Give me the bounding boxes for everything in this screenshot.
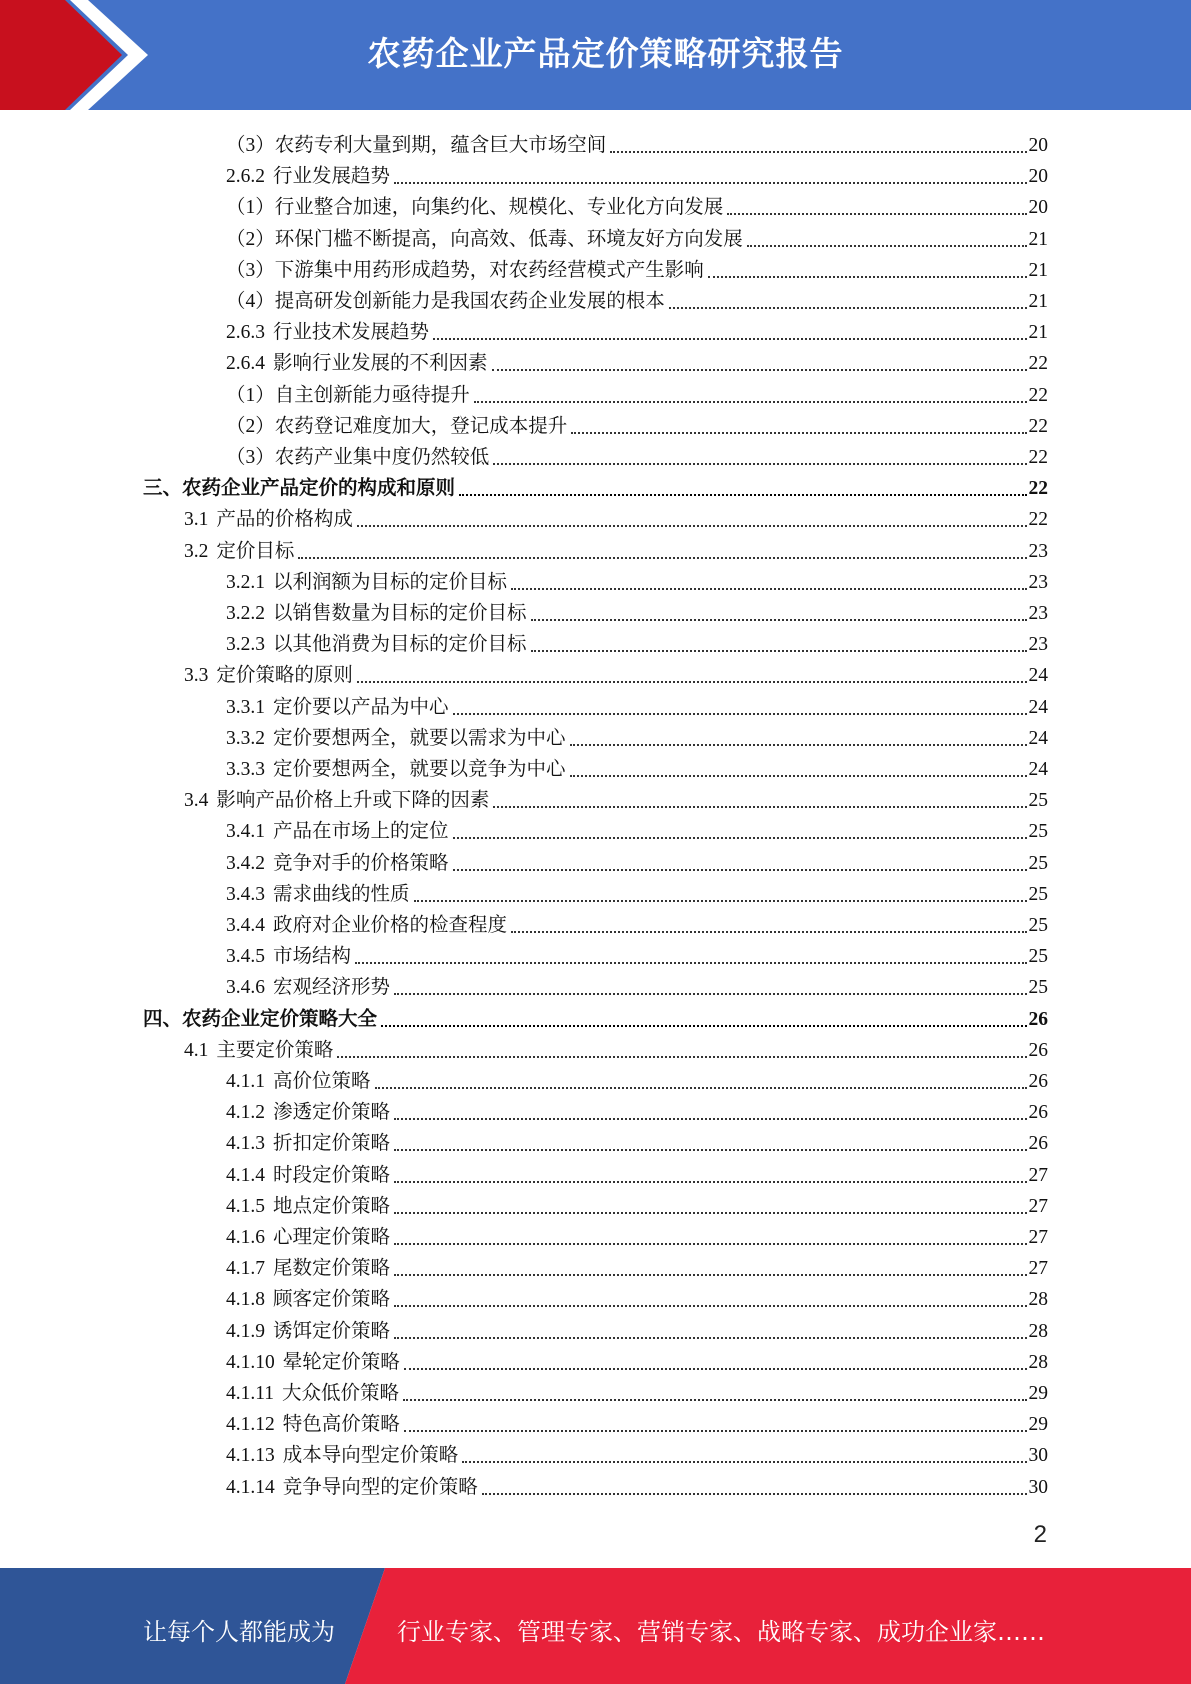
- toc-entry-number: 3.3.1: [226, 696, 265, 718]
- toc-entry[interactable]: [226, 1063, 1048, 1094]
- toc-entry-number: 4.1.14: [226, 1476, 275, 1498]
- toc-entry-title: 定价要以产品为中心: [273, 696, 449, 718]
- toc-entry[interactable]: [226, 1219, 1048, 1250]
- toc-entry-page: 22: [1028, 478, 1048, 500]
- toc-entry-number: 2.6.2: [226, 166, 265, 188]
- toc-entry-title: 提高研发创新能力是我国农药企业发展的根本: [274, 291, 665, 312]
- toc-entry-page: 28: [1028, 1351, 1048, 1373]
- toc-leader-dots: [610, 150, 1026, 153]
- toc-entry-page: 20: [1028, 197, 1048, 219]
- toc-entry-page: 23: [1028, 603, 1048, 624]
- toc-entry-number: 3.4.1: [226, 821, 265, 843]
- toc-leader-dots: [727, 212, 1026, 215]
- toc-entry[interactable]: [226, 751, 1048, 782]
- toc-entry-title: 成本导向型定价策略: [282, 1445, 459, 1467]
- toc-entry[interactable]: [226, 314, 1048, 345]
- toc-entry-number: 3.1: [184, 509, 209, 531]
- toc-entry-page: 21: [1028, 291, 1048, 312]
- toc-entry[interactable]: [184, 501, 1048, 532]
- toc-entry-number: 3.3.3: [226, 759, 265, 780]
- toc-entry-page: 28: [1028, 1289, 1048, 1311]
- toc-entry-page: 25: [1028, 946, 1048, 968]
- toc-entry-title: 下游集中用药形成趋势，对农药经营模式产生影响: [274, 259, 704, 281]
- header-banner: [0, 0, 1191, 110]
- toc-entry-page: 21: [1028, 228, 1048, 250]
- toc-leader-dots: [453, 836, 1027, 839]
- toc-entry-title: 主要定价策略: [216, 1039, 334, 1061]
- toc-entry-page: 30: [1028, 1445, 1048, 1467]
- toc-entry-title: 产品的价格构成: [216, 509, 353, 531]
- toc-entry-title: 市场结构: [273, 946, 352, 968]
- toc-leader-dots: [403, 1398, 1026, 1401]
- toc-entry-title: 宏观经济形势: [273, 977, 391, 999]
- toc-entry-title: 以其他消费为目标的定价目标: [273, 634, 527, 656]
- toc-entry-title: 特色高价策略: [282, 1414, 400, 1436]
- toc-entry-page: 22: [1028, 384, 1048, 406]
- toc-entry[interactable]: [226, 252, 1048, 283]
- toc-entry-number: （4）: [226, 291, 275, 312]
- toc-entry[interactable]: [226, 1344, 1048, 1375]
- toc-leader-dots: [394, 1117, 1026, 1120]
- toc-leader-dots: [669, 306, 1027, 309]
- toc-entry[interactable]: [226, 1094, 1048, 1125]
- toc-entry[interactable]: [226, 1437, 1048, 1468]
- toc-entry-title: 影响产品价格上升或下降的因素: [216, 790, 490, 812]
- toc-entry-title: 心理定价策略: [273, 1227, 391, 1248]
- toc-entry-page: 24: [1028, 759, 1048, 780]
- toc-entry[interactable]: [226, 1281, 1048, 1312]
- toc-leader-dots: [394, 1273, 1026, 1276]
- toc-entry-page: 27: [1028, 1195, 1048, 1217]
- toc-entry-page: 26: [1028, 1133, 1048, 1155]
- toc-entry-page: 25: [1028, 915, 1048, 936]
- toc-entry-number: 4.1.11: [226, 1383, 275, 1404]
- toc-entry-title: 产品在市场上的定位: [273, 821, 449, 843]
- toc-entry[interactable]: [226, 1313, 1048, 1344]
- toc-leader-dots: [298, 556, 1026, 559]
- toc-leader-dots: [462, 1460, 1026, 1463]
- toc-entry-page: 30: [1028, 1476, 1048, 1498]
- toc-entry[interactable]: [226, 1125, 1048, 1156]
- toc-entry-page: 26: [1028, 1039, 1048, 1061]
- toc-leader-dots: [531, 618, 1027, 621]
- toc-entry[interactable]: [226, 813, 1048, 844]
- toc-entry-page: 24: [1028, 727, 1048, 749]
- toc-entry[interactable]: [226, 377, 1048, 408]
- toc-entry-number: 4.1.7: [226, 1258, 265, 1280]
- toc-entry[interactable]: [226, 283, 1048, 314]
- toc-leader-dots: [474, 400, 1027, 403]
- toc-leader-dots: [357, 524, 1027, 527]
- toc-entry-number: （3）: [226, 259, 275, 281]
- toc-entry-page: 25: [1028, 821, 1048, 843]
- toc-entry-number: （3）: [226, 447, 275, 468]
- toc-entry[interactable]: [226, 1157, 1048, 1188]
- toc-entry-number: 4.1.8: [226, 1289, 265, 1311]
- toc-leader-dots: [453, 868, 1027, 871]
- toc-leader-dots: [394, 1148, 1026, 1151]
- toc-entry-title: 竞争导向型的定价策略: [282, 1476, 478, 1498]
- toc-entry-title: 农药登记难度加大，登记成本提升: [274, 415, 568, 437]
- toc-entry-number: 4.1.9: [226, 1320, 265, 1342]
- toc-entry-number: （1）: [226, 384, 275, 406]
- toc-leader-dots: [357, 680, 1027, 683]
- toc-entry-title: 定价策略的原则: [216, 665, 353, 687]
- toc-leader-dots: [394, 181, 1026, 184]
- toc-entry-number: 4.1.2: [226, 1102, 265, 1124]
- toc-entry-title: 晕轮定价策略: [282, 1351, 400, 1373]
- toc-entry-title: 渗透定价策略: [273, 1102, 391, 1124]
- toc-leader-dots: [394, 1304, 1026, 1307]
- toc-leader-dots: [394, 1180, 1026, 1183]
- footer-banner: [0, 1568, 1191, 1684]
- toc-entry-page: 21: [1028, 259, 1048, 281]
- toc-entry-title: 自主创新能力亟待提升: [274, 384, 470, 406]
- toc-leader-dots: [337, 1055, 1026, 1058]
- toc-entry-title: 农药专利大量到期，蕴含巨大市场空间: [274, 135, 607, 156]
- toc-leader-dots: [394, 992, 1026, 995]
- toc-leader-dots: [570, 743, 1027, 746]
- toc-entry-number: 3.4.3: [226, 883, 265, 905]
- toc-entry-page: 22: [1028, 509, 1048, 531]
- toc-leader-dots: [493, 462, 1026, 465]
- toc-entry-title: 竞争对手的价格策略: [273, 852, 449, 874]
- toc-entry-number: 3.2.2: [226, 603, 265, 624]
- toc-entry[interactable]: [184, 1032, 1048, 1063]
- toc-entry[interactable]: [226, 1188, 1048, 1219]
- toc-entry-title: 高价位策略: [273, 1071, 371, 1092]
- toc-entry[interactable]: [226, 221, 1048, 252]
- toc-entry[interactable]: [226, 845, 1048, 876]
- toc-entry[interactable]: [143, 1001, 1048, 1032]
- toc-entry-number: 3.4.6: [226, 977, 265, 999]
- toc-entry-number: 3.4.4: [226, 915, 265, 936]
- toc-entry[interactable]: [226, 720, 1048, 751]
- toc-entry-page: 26: [1028, 1071, 1048, 1092]
- toc-entry-number: 三、: [143, 478, 183, 500]
- toc-entry-title: 政府对企业价格的检查程度: [273, 915, 508, 936]
- toc-entry[interactable]: [226, 1375, 1048, 1406]
- toc-entry-title: 以销售数量为目标的定价目标: [273, 603, 527, 624]
- toc-entry-page: 24: [1028, 696, 1048, 718]
- toc-entry-number: 3.2: [184, 540, 209, 562]
- toc-entry-page: 27: [1028, 1258, 1048, 1280]
- toc-entry-number: 2.6.3: [226, 322, 265, 344]
- toc-entry-title: 环保门槛不断提高，向高效、低毒、环境友好方向发展: [274, 228, 743, 250]
- toc-entry[interactable]: [226, 408, 1048, 439]
- toc-entry-title: 地点定价策略: [273, 1195, 391, 1217]
- toc-entry-page: 26: [1028, 1008, 1048, 1030]
- toc-entry-number: 3.4: [184, 790, 209, 812]
- toc-entry[interactable]: [226, 564, 1048, 595]
- toc-entry-page: 25: [1028, 790, 1048, 812]
- toc-entry-number: （2）: [226, 228, 275, 250]
- toc-entry-page: 23: [1028, 540, 1048, 562]
- toc-entry[interactable]: [226, 127, 1048, 158]
- toc-entry-title: 尾数定价策略: [273, 1258, 391, 1280]
- toc-leader-dots: [531, 649, 1027, 652]
- document-title: 农药企业产品定价策略研究报告: [367, 34, 844, 73]
- toc-leader-dots: [433, 337, 1026, 340]
- toc-entry-page: 26: [1028, 1102, 1048, 1124]
- toc-entry[interactable]: [226, 595, 1048, 626]
- toc-leader-dots: [394, 1211, 1026, 1214]
- toc-entry-title: 行业发展趋势: [273, 166, 391, 188]
- toc-entry-page: 29: [1028, 1383, 1048, 1404]
- toc-entry[interactable]: [226, 876, 1048, 907]
- toc-entry-title: 行业整合加速，向集约化、规模化、专业化方向发展: [274, 197, 724, 219]
- toc-leader-dots: [571, 431, 1026, 434]
- toc-entry-title: 顾客定价策略: [273, 1289, 391, 1311]
- toc-entry[interactable]: [226, 938, 1048, 969]
- toc-entry-title: 农药企业产品定价的构成和原则: [182, 478, 456, 500]
- toc-entry-page: 20: [1028, 166, 1048, 188]
- toc-entry-title: 折扣定价策略: [273, 1133, 391, 1155]
- toc-entry-title: 诱饵定价策略: [273, 1320, 391, 1342]
- toc-entry-page: 22: [1028, 415, 1048, 437]
- toc-leader-dots: [453, 712, 1027, 715]
- toc-entry[interactable]: [226, 626, 1048, 657]
- toc-entry-title: 时段定价策略: [273, 1164, 391, 1186]
- toc-entry-number: 3.4.5: [226, 946, 265, 968]
- toc-entry-page: 22: [1028, 447, 1048, 468]
- toc-entry-page: 23: [1028, 571, 1048, 593]
- toc-entry[interactable]: [226, 1406, 1048, 1437]
- footer-slogan-right: 行业专家、管理专家、营销专家、战略专家、成功企业家……: [397, 1618, 1045, 1646]
- toc-entry[interactable]: [226, 689, 1048, 720]
- toc-entry-number: 2.6.4: [226, 353, 265, 375]
- toc-entry-number: 3.4.2: [226, 852, 265, 874]
- toc-leader-dots: [394, 1242, 1026, 1245]
- toc-entry-number: 4.1.1: [226, 1071, 265, 1092]
- toc-entry-number: （3）: [226, 135, 275, 156]
- toc-entry[interactable]: [226, 1250, 1048, 1281]
- toc-entry[interactable]: [226, 439, 1048, 470]
- toc-leader-dots: [404, 1367, 1027, 1370]
- toc-entry-number: 3.2.3: [226, 634, 265, 656]
- toc-entry-page: 27: [1028, 1227, 1048, 1248]
- toc-entry-number: 4.1.10: [226, 1351, 275, 1373]
- toc-entry[interactable]: [226, 969, 1048, 1000]
- toc-entry-page: 25: [1028, 852, 1048, 874]
- toc-entry-title: 定价要想两全，就要以需求为中心: [273, 727, 566, 749]
- toc-leader-dots: [492, 368, 1027, 371]
- toc-entry-number: 4.1.4: [226, 1164, 265, 1186]
- toc-entry-number: 4.1: [184, 1039, 209, 1061]
- toc-leader-dots: [511, 930, 1026, 933]
- toc-entry-page: 27: [1028, 1164, 1048, 1186]
- toc-leader-dots: [570, 774, 1027, 777]
- toc-entry-page: 29: [1028, 1414, 1048, 1436]
- toc-entry-title: 影响行业发展的不利因素: [273, 353, 488, 375]
- toc-entry[interactable]: [226, 158, 1048, 189]
- toc-leader-dots: [404, 1429, 1027, 1432]
- toc-leader-dots: [381, 1024, 1026, 1027]
- page-number: 2: [1033, 1521, 1047, 1548]
- toc-entry-number: 4.1.6: [226, 1227, 265, 1248]
- toc-entry-number: 4.1.12: [226, 1414, 275, 1436]
- toc-entry-page: 23: [1028, 634, 1048, 656]
- toc-entry[interactable]: [226, 345, 1048, 376]
- toc-entry[interactable]: [226, 907, 1048, 938]
- toc-entry-page: 28: [1028, 1320, 1048, 1342]
- toc-entry-number: （1）: [226, 197, 275, 219]
- toc-leader-dots: [459, 493, 1026, 496]
- footer-slogan-left: 让每个人都能成为: [143, 1618, 335, 1646]
- toc-entry-page: 21: [1028, 322, 1048, 344]
- toc-entry-page: 22: [1028, 353, 1048, 375]
- toc-entry-number: （2）: [226, 415, 275, 437]
- toc-entry-page: 25: [1028, 977, 1048, 999]
- toc-entry[interactable]: [184, 533, 1048, 564]
- toc-entry-page: 24: [1028, 665, 1048, 687]
- toc-entry-number: 4.1.13: [226, 1445, 275, 1467]
- toc-leader-dots: [482, 1492, 1027, 1495]
- toc-entry-number: 3.3.2: [226, 727, 265, 749]
- toc-entry-number: 4.1.3: [226, 1133, 265, 1155]
- toc-entry-number: 3.2.1: [226, 571, 265, 593]
- toc-entry-title: 农药产业集中度仍然较低: [274, 447, 490, 468]
- toc-entry-number: 3.3: [184, 665, 209, 687]
- toc-entry-title: 大众低价策略: [282, 1383, 400, 1404]
- toc-entry-title: 农药企业定价策略大全: [182, 1008, 378, 1030]
- toc-leader-dots: [708, 275, 1027, 278]
- toc-leader-dots: [394, 1336, 1026, 1339]
- toc-entry-page: 20: [1028, 135, 1048, 156]
- toc-leader-dots: [493, 805, 1026, 808]
- toc-entry-number: 四、: [143, 1008, 183, 1030]
- toc-leader-dots: [375, 1086, 1027, 1089]
- toc-entry-title: 需求曲线的性质: [273, 883, 410, 905]
- toc-entry[interactable]: [226, 189, 1048, 220]
- toc-entry-page: 25: [1028, 883, 1048, 905]
- toc-entry-title: 以利润额为目标的定价目标: [273, 571, 508, 593]
- toc-entry-title: 定价目标: [216, 540, 295, 562]
- toc-entry-number: 4.1.5: [226, 1195, 265, 1217]
- toc-entry[interactable]: [184, 657, 1048, 688]
- toc-entry[interactable]: [226, 1469, 1048, 1500]
- toc-leader-dots: [355, 961, 1026, 964]
- toc-entry[interactable]: [143, 470, 1048, 501]
- toc-leader-dots: [414, 899, 1027, 902]
- toc-entry-title: 定价要想两全，就要以竞争为中心: [273, 759, 566, 780]
- toc-leader-dots: [747, 244, 1027, 247]
- toc-entry[interactable]: [184, 782, 1048, 813]
- toc-entry-title: 行业技术发展趋势: [273, 322, 430, 344]
- toc-leader-dots: [511, 587, 1026, 590]
